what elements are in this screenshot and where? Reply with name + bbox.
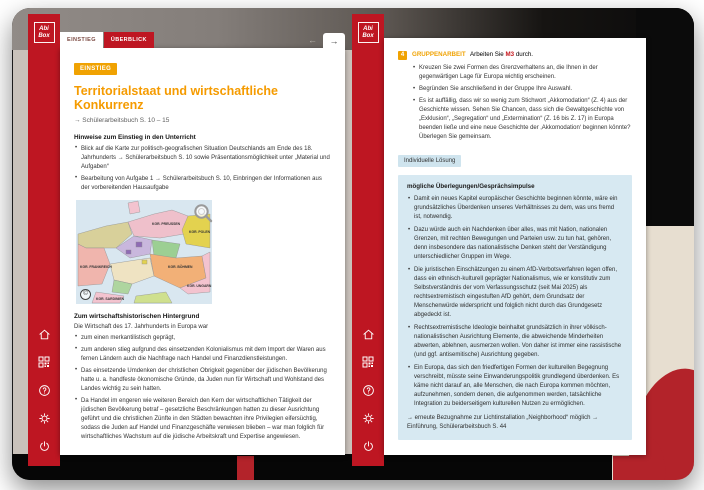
page-nav xyxy=(308,33,345,48)
phase-badge: EINSTIEG xyxy=(74,63,117,75)
logo-text-bottom: Box xyxy=(362,32,374,39)
historical-map-image[interactable] xyxy=(76,200,212,304)
hints-heading: Hinweise zum Einstieg in den Unterricht xyxy=(74,133,196,141)
map-label: KGR. SARDINIEN xyxy=(96,296,125,301)
settings-icon[interactable] xyxy=(358,408,378,428)
list-item: • Begründen Sie anschließend in der Gruppe Ihre Auswahl. xyxy=(412,85,632,94)
logo-text-bottom: Box xyxy=(38,32,50,39)
impulse-box xyxy=(398,175,632,440)
settings-icon[interactable] xyxy=(34,408,54,428)
background-photo-bottom xyxy=(12,454,612,480)
list-item: • Rechtsextremistische Ideologie beinhaltet grundsätzlich in ihrer völkisch-nationalistischen Ausrichtung Elemente, die abweichende Minderheiten abwerten, ablehnen, ausmerzen wollen. Von daher ist immer eine rassistische (und ggf. antisemitische) Ausrichtung gegeben. xyxy=(407,324,623,360)
list-item: • Das einsetzende Umdenken der christlichen Obrigkeit gegenüber der jüdischen Bevölkerung hatte u. a. handfeste ökonomische Gründe, da Juden nun für Wirtschaft und Wohlstand des Landes wichtig zu sein hatten. xyxy=(74,367,331,394)
nav-forward-arrow-icon[interactable]: → xyxy=(323,33,345,48)
task-text-post: durch. xyxy=(515,51,534,58)
left-page-tabbar xyxy=(60,32,345,48)
impulse-list xyxy=(407,195,623,409)
task-text xyxy=(412,51,533,60)
qr-code-icon[interactable] xyxy=(358,352,378,372)
tab-ueberblick[interactable]: ÜBERBLICK xyxy=(104,32,154,48)
map-label: KGR. PREUSSEN xyxy=(152,221,181,226)
task-type-label: GRUPPENARBEIT xyxy=(412,51,466,58)
map-graphic xyxy=(76,200,212,304)
app-window xyxy=(12,8,694,480)
background-red-shape xyxy=(237,456,254,480)
task-header xyxy=(398,51,632,60)
page-subtitle: → Schülerarbeitsbuch S. 10 – 15 xyxy=(74,116,170,124)
abibox-logo[interactable] xyxy=(34,22,55,43)
map-zoom-magnifier-icon[interactable] xyxy=(193,203,213,223)
left-sidebar xyxy=(28,14,60,466)
map-label: KGR. POLEN xyxy=(189,229,211,234)
list-item: • zum anderen stieg aufgrund des einsetzenden Kolonialismus mit dem Import der Waren aus fernen Ländern auch die Nachfrage nach Handel und Finanzdienstleistungen. xyxy=(74,346,331,364)
list-item: • Kreuzen Sie zwei Formen des Grenzverhaltens an, die Ihnen in der gegenwärtigen Lage für Europa wichtig erscheinen. xyxy=(412,64,632,82)
individual-solution-badge[interactable]: Individuelle Lösung xyxy=(398,155,461,167)
task-list xyxy=(412,64,632,142)
power-icon[interactable] xyxy=(358,436,378,456)
list-item: • Es ist auffällig, dass wir so wenig zum Stichwort „Akkomodation“ (Z. 4) aus der Geschichte wissen. Sehen Sie Chancen, dass sich die Gewaltgeschichte von „Exklusion“, „Segregation“ und „Extermination“ (Z. 16 bis Z. 17) in Europa beenden ließe und eine neue Geschichte der ‚Akkomodation‘ beginnen könnte? Überlegen Sie gemeinsam. xyxy=(412,97,632,142)
impulse-heading: mögliche Überlegungen/Gesprächsimpulse xyxy=(407,183,535,190)
map-label: KGR. FRANKREICH xyxy=(80,264,112,269)
page-title: Territorialstaat und wirtschaftliche Konkurrenz xyxy=(74,84,278,113)
background-red-shape xyxy=(613,456,640,480)
help-icon[interactable] xyxy=(34,380,54,400)
abibox-logo[interactable] xyxy=(358,22,379,43)
list-item: • zum einen merkantilistisch geprägt, xyxy=(74,334,331,343)
list-item: • Damit ein neues Kapitel europäischer Geschichte beginnen könnte, wäre ein grundsätzliches Überdenken unseres Verhältnisses zu dem, was uns fremd ist, notwendig. xyxy=(407,195,623,222)
nav-back-arrow-icon[interactable]: ← xyxy=(308,35,317,45)
left-page xyxy=(60,48,345,455)
list-item: • Bearbeitung von Aufgabe 1 → Schülerarbeitsbuch S. 10, Einbringen der Informationen aus der vorbereitenden Hausaufgabe xyxy=(74,175,331,193)
task-number-badge: 4 xyxy=(398,51,407,60)
list-item: • Da Handel im engeren wie weiteren Bereich den Kern der wirtschaftlichen Tätigkeit der jüdischen Bevölkerung betraf – gesetzliche Beschränkungen hatten zu dieser Ausrichtung geführt und die christlichen Zünfte in den Städten bewachten ihre Privilegien eifersüchtig, sodass die Juden auf Handel und Finanzgeschäfte verwiesen blieben – war man folglich für wirtschaftliches Wachstum auf die jüdische Arbeitskraft und Expertise angewiesen. xyxy=(74,397,331,442)
home-icon[interactable] xyxy=(358,324,378,344)
list-item: • Dazu würde auch ein Nachdenken über alles, was mit Nation, nationalen Grenzen, mit rechten Bewegungen und Parteien usw. zu tun hat, gehören, denn insbesondere das nationalistische Denken steht der Verständigung unterschiedlicher Gruppen im Wege. xyxy=(407,226,623,262)
list-item: • Blick auf die Karte zur politisch-geografischen Situation Deutschlands am Ende des 18. Jahrhunderts → Schülerarbeitsbuch S. 10 sowie Präsentationsmöglichkeit unter „Material und Aufgaben“ xyxy=(74,145,331,172)
help-icon[interactable] xyxy=(358,380,378,400)
impulse-footer-reference: → erneute Bezugnahme zur Lichtinstallation „Neighborhood“ möglich → Einführung, Schülerarbeitsbuch S. 44 xyxy=(407,415,599,430)
home-icon[interactable] xyxy=(34,324,54,344)
copyright-icon: © xyxy=(80,289,91,300)
hints-list xyxy=(74,145,331,193)
right-page xyxy=(384,38,646,455)
power-icon[interactable] xyxy=(34,436,54,456)
background-list xyxy=(74,334,331,442)
background-heading: Zum wirtschaftshistorischen Hintergrund xyxy=(74,312,200,320)
task-text-pre: Arbeiten Sie xyxy=(470,51,504,58)
logo-text-top: Abi xyxy=(363,25,373,32)
qr-code-icon[interactable] xyxy=(34,352,54,372)
background-intro: Die Wirtschaft des 17. Jahrhunderts in Europa war xyxy=(74,323,209,330)
logo-text-top: Abi xyxy=(39,25,49,32)
list-item: • Die juristischen Einschätzungen zu einem AfD-Verbotsverfahren legen offen, dass ein ethnisch-kulturell geprägter Nationalismus, wie er konstitutiv zum Selbstverständnis der vom Verfassungsschutz (seit Mai 2025) als rechtsextremistisch eingestuften AfD gehört, dem Grundsatz der Menschenwürde widerspricht und folglich nicht durch das Grundgesetz abgedeckt ist. xyxy=(407,266,623,320)
list-item: • Ein Europa, das sich den friedfertigen Formen der kulturellen Begegnung verschreibt, müsste seine Einwanderungspolitik grundlegend überdenken. Es käme nicht darauf an, alle Menschen, die nach Europa kommen möchten, aufzunehmen, sondern denen, die aufgenommen werden, tatsächliche Integration zu beiderseitigem kulturellen Nutzen zu ermöglichen. xyxy=(407,364,623,409)
map-label: KGR. BÖHMEN xyxy=(168,264,193,269)
map-label: KGR. UNGARN xyxy=(187,283,212,288)
material-ref[interactable]: M3 xyxy=(505,51,515,58)
right-sidebar xyxy=(352,14,384,466)
tab-einstieg[interactable]: EINSTIEG xyxy=(60,32,103,48)
